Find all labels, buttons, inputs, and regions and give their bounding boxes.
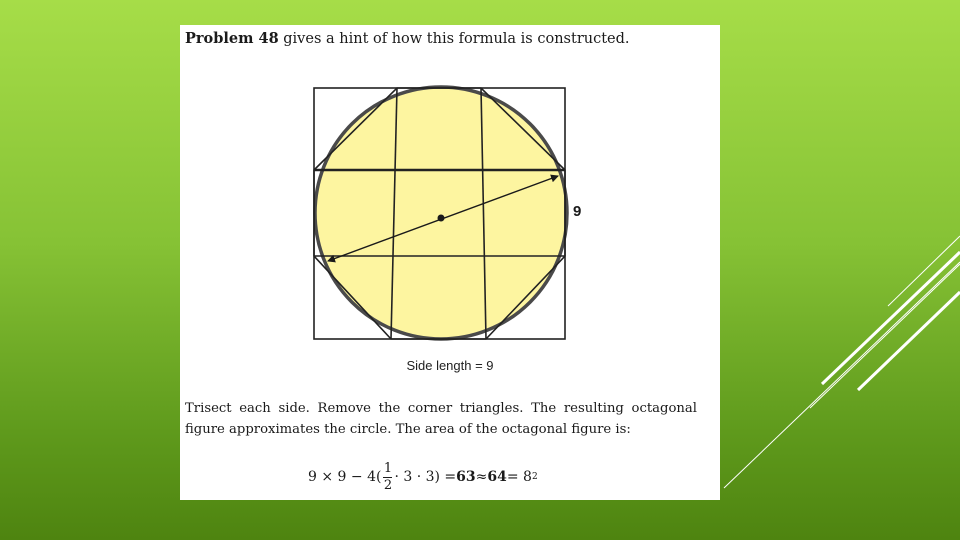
formula-approx: ≈ [475,469,488,485]
center-point [438,215,445,222]
radius-label: 9 [573,203,582,220]
formula-equals-eight: = 8 [506,469,532,485]
problem-number: Problem 48 [185,30,279,47]
fraction-denominator: 2 [383,477,393,493]
deco-line-1 [822,252,960,384]
deco-line-4 [724,262,960,488]
formula-part-1: 9 × 9 − 4( [308,469,382,485]
deco-line-3 [888,236,960,306]
deco-line-5 [810,264,960,408]
formula-exponent: 2 [531,472,538,482]
deco-line-2 [858,292,960,390]
explanation-text: Trisect each side. Remove the corner triangles. The resulting octagonal figure approximates the circle. The area of the octagonal figure is: [185,401,697,437]
area-formula [308,457,538,497]
figure-caption: Side length = 9 [406,358,494,373]
document-image [180,25,720,500]
formula-result-63: 63 [456,469,476,485]
formula-part-2: · 3 · 3) = [394,469,457,485]
heading-text: gives a hint of how this formula is constructed. [278,31,630,47]
formula-result-64: 64 [487,469,507,485]
fraction-numerator: 1 [383,460,393,476]
fraction-one-half [383,462,392,493]
inscribed-circle [315,87,567,339]
